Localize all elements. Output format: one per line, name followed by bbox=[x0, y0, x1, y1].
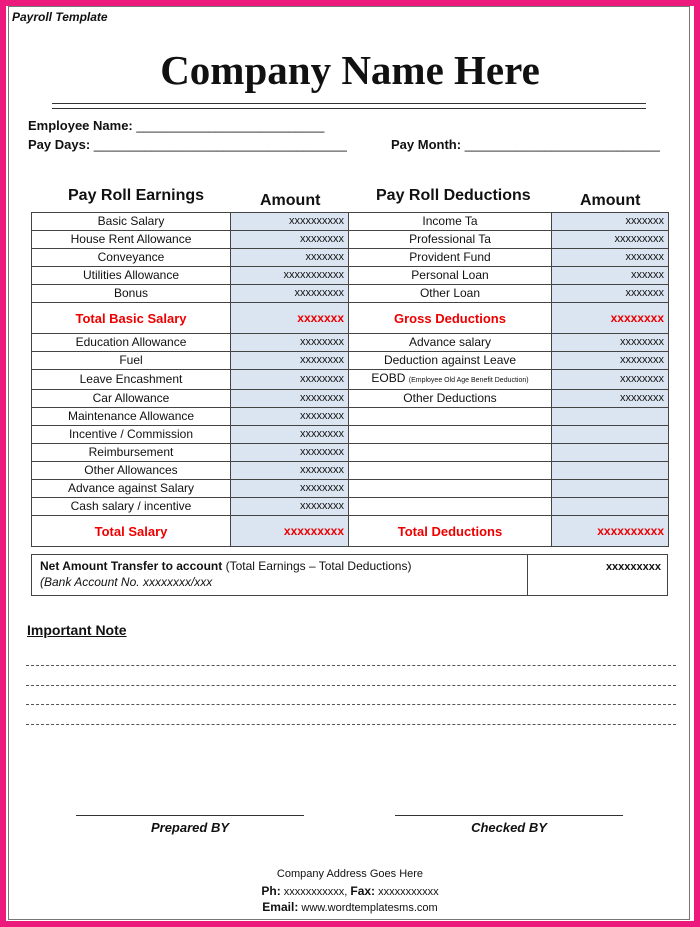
earning-amount: xxxxxxxx bbox=[231, 426, 349, 444]
deduction-amount bbox=[552, 408, 669, 426]
footer-phone-fax bbox=[0, 884, 700, 898]
table-row bbox=[32, 426, 669, 444]
deduction-amount: xxxxxxx bbox=[552, 213, 669, 231]
deduction-label-note: (Employee Old Age Benefit Deduction) bbox=[408, 377, 529, 384]
earning-label: Conveyance bbox=[32, 249, 231, 267]
deduction-amount bbox=[552, 480, 669, 498]
earning-label: House Rent Allowance bbox=[32, 231, 231, 249]
deduction-label: Other Deductions bbox=[349, 390, 552, 408]
deductions-header: Pay Roll Deductions bbox=[376, 187, 531, 204]
earning-label: Other Allowances bbox=[32, 462, 231, 480]
earning-label: Utilities Allowance bbox=[32, 267, 231, 285]
earning-amount: xxxxxxxx bbox=[231, 352, 349, 370]
table-row bbox=[32, 334, 669, 352]
table-row bbox=[32, 231, 669, 249]
employee-name-line: __________________________ bbox=[136, 118, 325, 133]
deduction-amount bbox=[552, 498, 669, 516]
earning-label: Reimbursement bbox=[32, 444, 231, 462]
fax-label: Fax: bbox=[350, 884, 376, 898]
phone-label: Ph: bbox=[261, 884, 281, 898]
table-row bbox=[32, 370, 669, 390]
bank-account: (Bank Account No. xxxxxxxx/xxx bbox=[40, 575, 213, 589]
pay-month-line: ___________________________ bbox=[464, 137, 660, 152]
note-line bbox=[26, 704, 676, 705]
table-row bbox=[32, 285, 669, 303]
deduction-label bbox=[349, 462, 552, 480]
earning-label: Cash salary / incentive bbox=[32, 498, 231, 516]
net-amount-value: xxxxxxxxx bbox=[605, 561, 661, 573]
earning-label: Fuel bbox=[32, 352, 231, 370]
deduction-amount: xxxxxxxxx bbox=[552, 231, 669, 249]
earning-amount: xxxxxxxx bbox=[231, 370, 349, 390]
total-deductions-label: Total Deductions bbox=[349, 516, 552, 547]
deduction-amount: xxxxxx bbox=[552, 267, 669, 285]
earning-amount: xxxxxxxxxxx bbox=[231, 267, 349, 285]
pay-days-label: Pay Days: bbox=[28, 137, 91, 152]
total-deductions-value: xxxxxxxxxx bbox=[552, 516, 669, 547]
important-note-heading: Important Note bbox=[27, 622, 127, 638]
earning-label: Car Allowance bbox=[32, 390, 231, 408]
deduction-label: Provident Fund bbox=[349, 249, 552, 267]
deduction-amount: xxxxxxxx bbox=[552, 334, 669, 352]
earning-label: Bonus bbox=[32, 285, 231, 303]
deduction-label: Advance salary bbox=[349, 334, 552, 352]
table-row bbox=[32, 516, 669, 547]
total-basic-value: xxxxxxx bbox=[231, 303, 349, 334]
footer-email bbox=[0, 900, 700, 914]
deduction-label bbox=[349, 444, 552, 462]
deduction-label: Personal Loan bbox=[349, 267, 552, 285]
pay-days-field bbox=[28, 137, 347, 152]
note-line bbox=[26, 724, 676, 725]
earning-amount: xxxxxxxx bbox=[231, 444, 349, 462]
template-title: Payroll Template bbox=[12, 10, 108, 24]
table-row bbox=[32, 352, 669, 370]
earning-amount: xxxxxxx bbox=[231, 249, 349, 267]
table-row bbox=[32, 462, 669, 480]
table-row bbox=[32, 390, 669, 408]
total-salary-label: Total Salary bbox=[32, 516, 231, 547]
pay-days-line: ___________________________________ bbox=[93, 137, 347, 152]
net-amount-description bbox=[32, 555, 528, 595]
title-rule bbox=[52, 103, 646, 109]
total-basic-label: Total Basic Salary bbox=[32, 303, 231, 334]
deduction-label: Other Loan bbox=[349, 285, 552, 303]
email-value: www.wordtemplatesms.com bbox=[298, 902, 438, 914]
table-row bbox=[32, 303, 669, 334]
earnings-amount-header: Amount bbox=[260, 192, 321, 209]
fax-value: xxxxxxxxxxx bbox=[375, 886, 439, 898]
table-row bbox=[32, 480, 669, 498]
earning-amount: xxxxxxxx bbox=[231, 462, 349, 480]
table-row bbox=[32, 249, 669, 267]
deduction-label bbox=[349, 408, 552, 426]
phone-value: xxxxxxxxxxx, bbox=[280, 886, 351, 898]
note-line bbox=[26, 685, 676, 686]
deduction-amount: xxxxxxx bbox=[552, 285, 669, 303]
deduction-label bbox=[349, 370, 552, 390]
checked-by-label: Checked BY bbox=[471, 820, 547, 835]
footer-address: Company Address Goes Here bbox=[276, 868, 424, 880]
deduction-label-text: EOBD bbox=[371, 371, 406, 385]
prepared-signature-line bbox=[76, 815, 304, 816]
total-salary-value: xxxxxxxxx bbox=[231, 516, 349, 547]
earning-amount: xxxxxxxx bbox=[231, 231, 349, 249]
deduction-label: Income Ta bbox=[349, 213, 552, 231]
pay-month-label: Pay Month: bbox=[391, 137, 462, 152]
net-amount-box bbox=[31, 554, 668, 596]
deduction-amount bbox=[552, 426, 669, 444]
email-label: Email: bbox=[262, 900, 299, 914]
earning-label: Incentive / Commission bbox=[32, 426, 231, 444]
table-row bbox=[32, 267, 669, 285]
earning-amount: xxxxxxxx bbox=[231, 498, 349, 516]
gross-deductions-label: Gross Deductions bbox=[349, 303, 552, 334]
deduction-amount: xxxxxxxx bbox=[552, 370, 669, 390]
prepared-by-label: Prepared BY bbox=[150, 820, 230, 835]
earning-label: Education Allowance bbox=[32, 334, 231, 352]
deduction-amount: xxxxxxxx bbox=[552, 352, 669, 370]
earnings-header: Pay Roll Earnings bbox=[68, 187, 205, 204]
deduction-amount: xxxxxxx bbox=[552, 249, 669, 267]
employee-name-field bbox=[28, 118, 324, 133]
earning-amount: xxxxxxxx bbox=[231, 408, 349, 426]
table-row bbox=[32, 444, 669, 462]
deduction-label: Deduction against Leave bbox=[349, 352, 552, 370]
deduction-label bbox=[349, 480, 552, 498]
net-amount-formula: (Total Earnings – Total Deductions) bbox=[222, 559, 412, 573]
earning-amount: xxxxxxxx bbox=[231, 334, 349, 352]
earning-amount: xxxxxxxxxx bbox=[231, 213, 349, 231]
deduction-label: Professional Ta bbox=[349, 231, 552, 249]
earning-label: Leave Encashment bbox=[32, 370, 231, 390]
employee-name-label: Employee Name: bbox=[28, 118, 133, 133]
earning-label: Basic Salary bbox=[32, 213, 231, 231]
payroll-table bbox=[31, 212, 669, 547]
table-row bbox=[32, 408, 669, 426]
earning-label: Maintenance Allowance bbox=[32, 408, 231, 426]
net-amount-label: Net Amount Transfer to account bbox=[40, 559, 223, 573]
pay-month-field bbox=[391, 137, 660, 152]
earning-amount: xxxxxxxxx bbox=[231, 285, 349, 303]
table-row bbox=[32, 213, 669, 231]
deduction-label bbox=[349, 426, 552, 444]
deductions-amount-header: Amount bbox=[580, 192, 641, 209]
table-row bbox=[32, 498, 669, 516]
deduction-label bbox=[349, 498, 552, 516]
deduction-amount bbox=[552, 444, 669, 462]
deduction-amount: xxxxxxxx bbox=[552, 390, 669, 408]
gross-deductions-value: xxxxxxxx bbox=[552, 303, 669, 334]
earning-amount: xxxxxxxx bbox=[231, 390, 349, 408]
deduction-amount bbox=[552, 462, 669, 480]
earning-label: Advance against Salary bbox=[32, 480, 231, 498]
company-name: Company Name Here bbox=[160, 47, 540, 93]
checked-signature-line bbox=[395, 815, 623, 816]
note-line bbox=[26, 665, 676, 666]
earning-amount: xxxxxxxx bbox=[231, 480, 349, 498]
